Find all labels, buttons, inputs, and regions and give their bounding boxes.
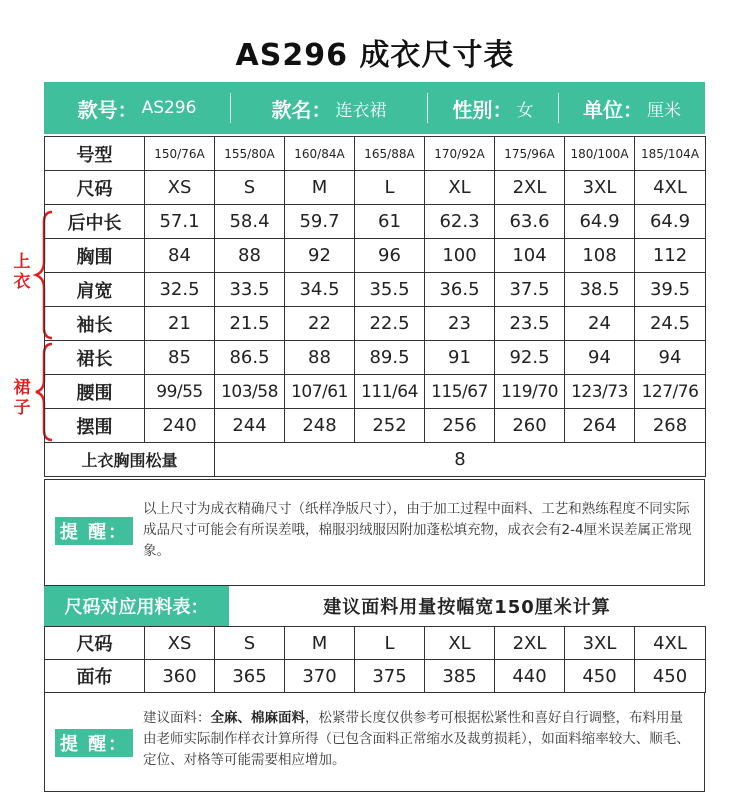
measurement-cell: 89.5 xyxy=(355,341,425,375)
model-cell: 185/104A xyxy=(635,137,706,171)
fabric-note-body: ，松紧带长度仅供参考可根据松紧性和喜好自行调整，布料用量由老师实际制作样衣计算所得（已包含面料正常缩水及裁剪损耗），如面料缩率较大、顺毛、定位、对格等可能需要相应增加。 xyxy=(143,710,690,768)
size-cell: 4XL xyxy=(635,627,706,660)
model-cell: 160/84A xyxy=(285,137,355,171)
row-header: 尺码 xyxy=(45,171,145,205)
info-bar xyxy=(44,82,705,134)
usage-size-row xyxy=(45,627,706,660)
measurement-cell: 64.9 xyxy=(635,205,706,239)
measurement-cell: 111/64 xyxy=(355,375,425,409)
fabric-usage-table xyxy=(44,626,706,693)
measurement-cell: 104 xyxy=(495,239,565,273)
model-cell: 175/96A xyxy=(495,137,565,171)
size-cell: M xyxy=(285,171,355,205)
style-name-value: 连衣裙 xyxy=(335,100,387,121)
fabric-note-text xyxy=(143,708,694,771)
fabric-cell: 450 xyxy=(565,660,635,693)
measurement-cell: 88 xyxy=(285,341,355,375)
size-cell: L xyxy=(355,627,425,660)
size-cell: 2XL xyxy=(495,627,565,660)
measurement-cell: 88 xyxy=(215,239,285,273)
measurement-row xyxy=(45,409,706,443)
measurement-row xyxy=(45,341,706,375)
measurement-cell: 103/58 xyxy=(215,375,285,409)
measurement-cell: 240 xyxy=(145,409,215,443)
measurement-cell: 94 xyxy=(565,341,635,375)
size-cell: 4XL xyxy=(635,171,706,205)
size-cell: XS xyxy=(145,171,215,205)
measurement-cell: 58.4 xyxy=(215,205,285,239)
row-header: 胸围 xyxy=(45,239,145,273)
row-header: 号型 xyxy=(45,137,145,171)
size-cell: L xyxy=(355,171,425,205)
style-number-label: 款号： xyxy=(77,97,138,122)
measurement-cell: 100 xyxy=(425,239,495,273)
size-cell: 3XL xyxy=(565,171,635,205)
usage-fabric-row xyxy=(45,660,706,693)
row-header: 腰围 xyxy=(45,375,145,409)
measurement-row xyxy=(45,307,706,341)
size-cell: XS xyxy=(145,627,215,660)
measurement-cell: 37.5 xyxy=(495,273,565,307)
fabric-cell: 440 xyxy=(495,660,565,693)
note-box-1 xyxy=(44,479,705,586)
measurement-cell: 256 xyxy=(425,409,495,443)
measurement-cell: 21 xyxy=(145,307,215,341)
size-cell: XL xyxy=(425,171,495,205)
measurement-cell: 112 xyxy=(635,239,706,273)
gender-value: 女 xyxy=(516,100,534,121)
ease-label: 上衣胸围松量 xyxy=(45,443,215,477)
measurement-cell: 248 xyxy=(285,409,355,443)
size-cell: 3XL xyxy=(565,627,635,660)
side-label-skirt: 裙子 xyxy=(13,378,31,418)
row-header: 肩宽 xyxy=(45,273,145,307)
measurement-cell: 33.5 xyxy=(215,273,285,307)
model-cell: 150/76A xyxy=(145,137,215,171)
model-row xyxy=(45,137,706,171)
measurement-cell: 99/55 xyxy=(145,375,215,409)
usage-header xyxy=(44,586,705,626)
unit xyxy=(559,82,705,134)
ease-row xyxy=(45,443,706,477)
row-header: 摆围 xyxy=(45,409,145,443)
measurement-cell: 21.5 xyxy=(215,307,285,341)
note-box-2 xyxy=(44,692,705,792)
measurement-cell: 57.1 xyxy=(145,205,215,239)
fabric-cell: 360 xyxy=(145,660,215,693)
row-header: 裙长 xyxy=(45,341,145,375)
measurement-cell: 260 xyxy=(495,409,565,443)
measurement-cell: 96 xyxy=(355,239,425,273)
measurement-row xyxy=(45,375,706,409)
size-row xyxy=(45,171,706,205)
usage-description: 建议面料用量按幅宽150厘米计算 xyxy=(323,597,611,618)
size-cell: XL xyxy=(425,627,495,660)
row-header: 面布 xyxy=(45,660,145,693)
measurement-cell: 268 xyxy=(635,409,706,443)
measurement-cell: 119/70 xyxy=(495,375,565,409)
fabric-cell: 365 xyxy=(215,660,285,693)
measurement-row xyxy=(45,273,706,307)
fabric-cell: 450 xyxy=(635,660,706,693)
measurement-cell: 108 xyxy=(565,239,635,273)
recommended-fabrics: 全麻、棉麻面料 xyxy=(210,710,305,726)
measurement-cell: 127/76 xyxy=(635,375,706,409)
reminder-tag: 提 醒： xyxy=(55,729,133,757)
row-header: 后中长 xyxy=(45,205,145,239)
measurement-cell: 35.5 xyxy=(355,273,425,307)
measurement-cell: 84 xyxy=(145,239,215,273)
measurement-cell: 62.3 xyxy=(425,205,495,239)
model-cell: 180/100A xyxy=(565,137,635,171)
reminder-text: 以上尺寸为成衣精确尺寸（纸样净版尺寸），由于加工过程中面料、工艺和熟练程度不同实际成品尺寸可能会有所误差哦，棉服羽绒服因附加蓬松填充物，成衣会有2-4厘米误差属正常现象。 xyxy=(143,501,692,559)
measurement-cell: 123/73 xyxy=(565,375,635,409)
measurement-cell: 32.5 xyxy=(145,273,215,307)
size-cell: S xyxy=(215,627,285,660)
unit-label: 单位： xyxy=(583,97,643,122)
measurement-cell: 92 xyxy=(285,239,355,273)
measurement-cell: 39.5 xyxy=(635,273,706,307)
measurement-cell: 85 xyxy=(145,341,215,375)
measurement-row xyxy=(45,205,706,239)
measurement-cell: 91 xyxy=(425,341,495,375)
style-name-label: 款名： xyxy=(271,97,332,122)
model-cell: 165/88A xyxy=(355,137,425,171)
style-number-value: AS296 xyxy=(141,98,197,118)
measurement-cell: 94 xyxy=(635,341,706,375)
fabric-cell: 375 xyxy=(355,660,425,693)
fabric-cell: 385 xyxy=(425,660,495,693)
style-number xyxy=(44,82,230,134)
measurement-cell: 34.5 xyxy=(285,273,355,307)
side-label-top: 上衣 xyxy=(13,252,31,292)
fabric-note-prefix: 建议面料： xyxy=(143,710,211,726)
measurement-cell: 22.5 xyxy=(355,307,425,341)
measurement-cell: 252 xyxy=(355,409,425,443)
measurement-cell: 24 xyxy=(565,307,635,341)
measurement-cell: 22 xyxy=(285,307,355,341)
model-cell: 170/92A xyxy=(425,137,495,171)
measurement-cell: 115/67 xyxy=(425,375,495,409)
measurement-cell: 63.6 xyxy=(495,205,565,239)
measurement-cell: 23.5 xyxy=(495,307,565,341)
gender-label: 性别： xyxy=(452,97,513,122)
measurement-cell: 59.7 xyxy=(285,205,355,239)
measurement-cell: 92.5 xyxy=(495,341,565,375)
measurement-cell: 23 xyxy=(425,307,495,341)
measurement-cell: 244 xyxy=(215,409,285,443)
row-header: 袖长 xyxy=(45,307,145,341)
measurement-cell: 107/61 xyxy=(285,375,355,409)
unit-value: 厘米 xyxy=(647,100,681,121)
size-cell: M xyxy=(285,627,355,660)
page-title: AS296 成衣尺寸表 xyxy=(235,38,515,73)
measurement-cell: 24.5 xyxy=(635,307,706,341)
measurement-cell: 38.5 xyxy=(565,273,635,307)
measurement-cell: 36.5 xyxy=(425,273,495,307)
measurement-cell: 86.5 xyxy=(215,341,285,375)
measurement-cell: 264 xyxy=(565,409,635,443)
ease-value: 8 xyxy=(215,443,706,477)
size-cell: S xyxy=(215,171,285,205)
measurement-cell: 64.9 xyxy=(565,205,635,239)
style-name xyxy=(231,82,427,134)
size-table xyxy=(44,136,706,477)
measurement-row xyxy=(45,239,706,273)
reminder-tag: 提 醒： xyxy=(55,517,133,545)
gender xyxy=(428,82,558,134)
size-cell: 2XL xyxy=(495,171,565,205)
model-cell: 155/80A xyxy=(215,137,285,171)
row-header: 尺码 xyxy=(45,627,145,660)
measurement-cell: 61 xyxy=(355,205,425,239)
fabric-cell: 370 xyxy=(285,660,355,693)
usage-tag: 尺码对应用料表： xyxy=(44,586,229,626)
